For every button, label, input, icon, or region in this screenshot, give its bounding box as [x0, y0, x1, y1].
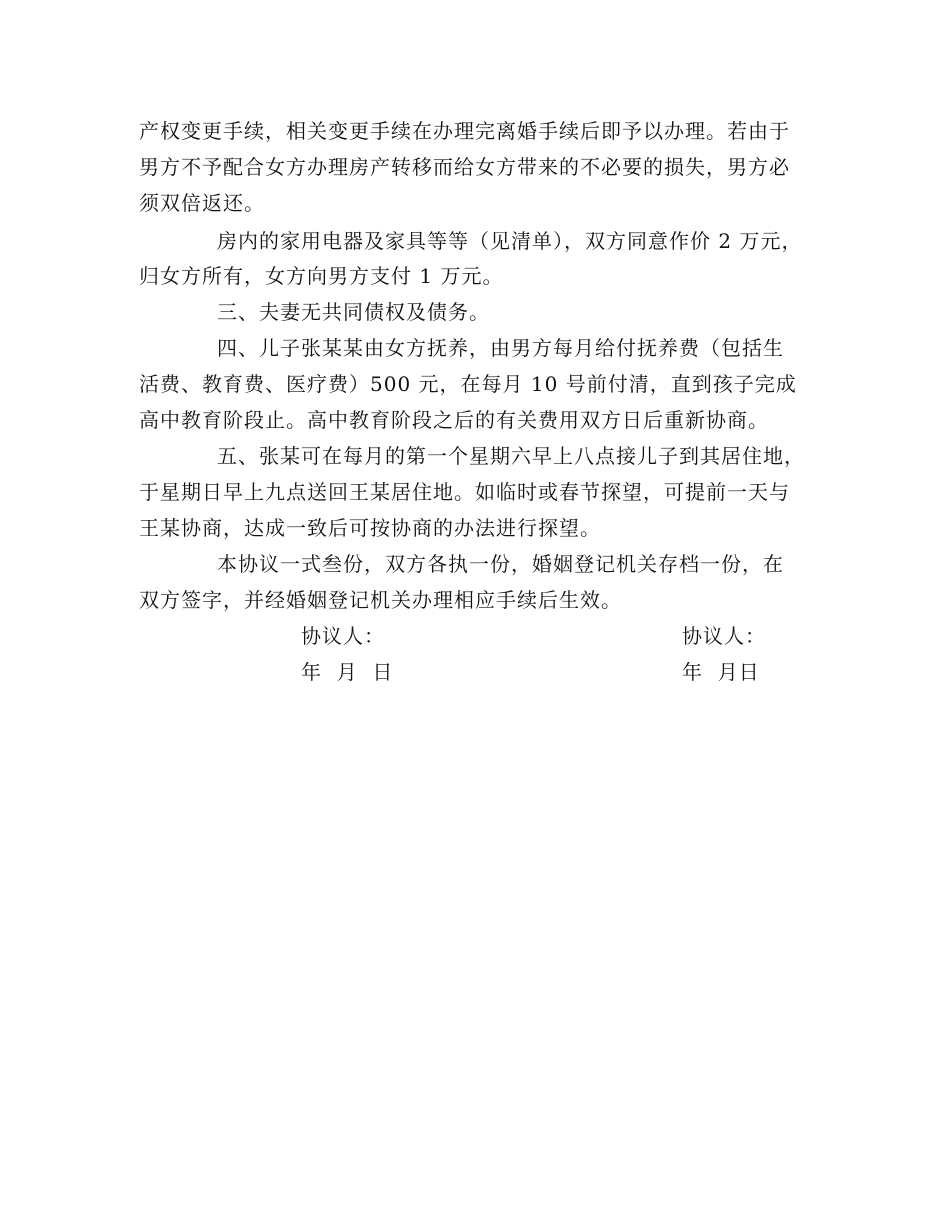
body-line-4: 房内的家用电器及家具等等（见清单），双方同意作价 2 万元， [217, 229, 803, 253]
body-line-2: 男方不予配合女方办理房产转移而给女方带来的不必要的损失，男方必 [139, 155, 790, 179]
left-date-label: 年 月 日 [301, 660, 394, 684]
body-line-13: 本协议一式叁份，双方各执一份，婚姻登记机关存档一份，在 [217, 552, 784, 576]
body-line-11: 于星期日早上九点送回王某居住地。如临时或春节探望，可提前一天与 [139, 480, 790, 504]
left-signatory-label: 协议人： [301, 624, 385, 648]
body-line-9: 高中教育阶段止。高中教育阶段之后的有关费用双方日后重新协商。 [139, 408, 769, 432]
right-date-label: 年 月日 [682, 660, 760, 684]
body-line-7: 四、儿子张某某由女方抚养，由男方每月给付抚养费（包括生 [217, 336, 784, 360]
body-line-14: 双方签字，并经婚姻登记机关办理相应手续后生效。 [139, 588, 622, 612]
body-line-3: 须双倍返还。 [139, 191, 265, 215]
body-line-1: 产权变更手续，相关变更手续在办理完离婚手续后即予以办理。若由于 [139, 119, 790, 143]
body-line-5: 归女方所有，女方向男方支付 1 万元。 [139, 264, 504, 288]
right-signatory-label: 协议人： [682, 624, 766, 648]
body-line-10: 五、张某可在每月的第一个星期六早上八点接儿子到其居住地， [217, 444, 805, 468]
body-line-6: 三、夫妻无共同债权及债务。 [217, 300, 490, 324]
body-line-12: 王某协商，达成一致后可按协商的办法进行探望。 [139, 516, 601, 540]
body-line-8: 活费、教育费、医疗费）500 元，在每月 10 号前付清，直到孩子完成 [139, 372, 797, 396]
